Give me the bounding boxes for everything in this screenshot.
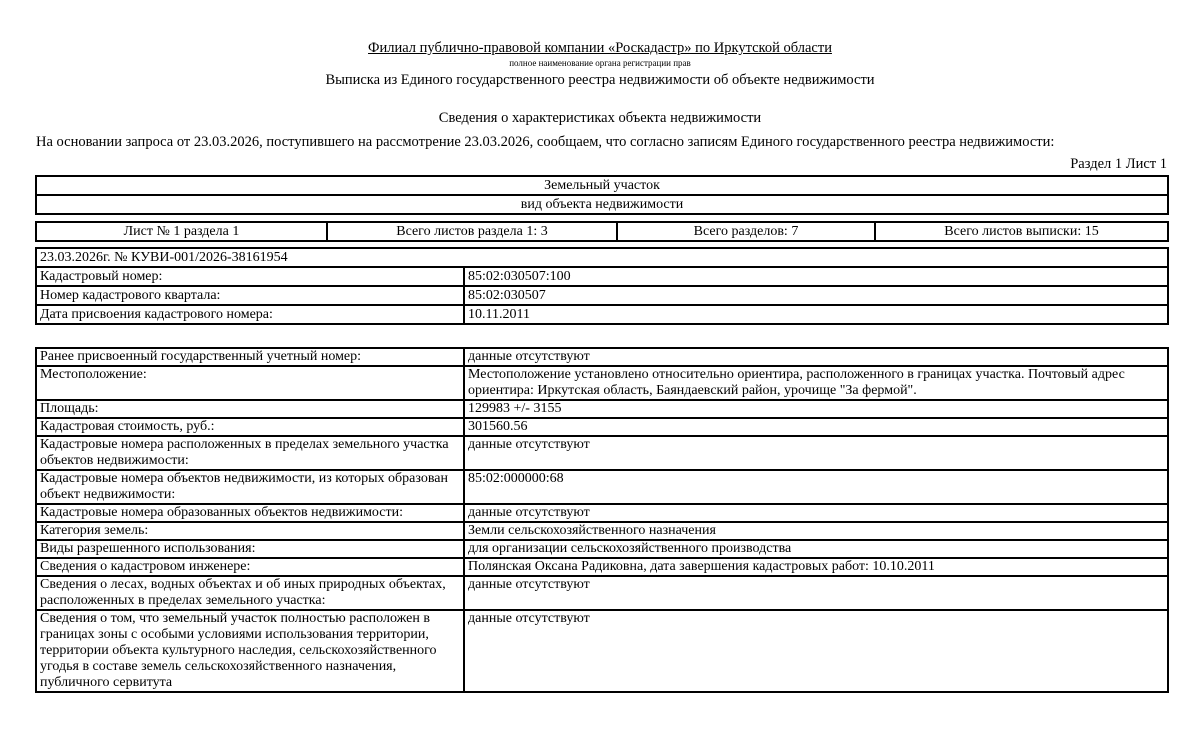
row-value: данные отсутствуют — [464, 504, 1168, 522]
row-value: Полянская Оксана Радиковна, дата завершения кадастровых работ: 10.10.2011 — [464, 558, 1168, 576]
sheet-number: Лист № 1 раздела 1 — [36, 222, 327, 241]
object-type: Земельный участок — [36, 176, 1168, 195]
row-label: Кадастровая стоимость, руб.: — [36, 418, 464, 436]
row-value: 85:02:030507 — [464, 286, 1168, 305]
section-sheet-label: Раздел 1 Лист 1 — [1070, 156, 1167, 172]
row-label: Площадь: — [36, 400, 464, 418]
basis-text: На основании запроса от 23.03.2026, поступившего на рассмотрение 23.03.2026, сообщаем, что согласно записям Единого государственного реестра недвижимости: — [36, 134, 1055, 150]
row-label: Кадастровые номера объектов недвижимости, из которых образован объект недвижимости: — [36, 470, 464, 504]
row-value: 301560.56 — [464, 418, 1168, 436]
row-label: Кадастровые номера образованных объектов недвижимости: — [36, 504, 464, 522]
row-label: Сведения о том, что земельный участок полностью расположен в границах зоны с особыми условиями использования территории, территории объекта культурного наследия, сельскохозяйственного угодья в составе земель сельскохозяйственного назначения, публичного сервитута — [36, 610, 464, 692]
table-row — [36, 470, 1168, 504]
row-label: Кадастровые номера расположенных в пределах земельного участка объектов недвижимости: — [36, 436, 464, 470]
row-label: Дата присвоения кадастрового номера: — [36, 305, 464, 324]
table-row — [36, 540, 1168, 558]
row-value: данные отсутствуют — [464, 610, 1168, 692]
row-label: Кадастровый номер: — [36, 267, 464, 286]
row-value: для организации сельскохозяйственного производства — [464, 540, 1168, 558]
row-value: данные отсутствуют — [464, 436, 1168, 470]
row-label: Сведения о лесах, водных объектах и об иных природных объектах, расположенных в пределах земельного участка: — [36, 576, 464, 610]
row-label: Местоположение: — [36, 366, 464, 400]
object-type-table — [35, 175, 1169, 215]
table-row — [36, 366, 1168, 400]
table-row — [36, 558, 1168, 576]
row-label: Ранее присвоенный государственный учетный номер: — [36, 348, 464, 366]
object-type-caption: вид объекта недвижимости — [36, 195, 1168, 214]
organization-name: Филиал публично-правовой компании «Роскадастр» по Иркутской области — [368, 40, 832, 56]
total-sheets-extract: Всего листов выписки: 15 — [875, 222, 1168, 241]
row-label: Сведения о кадастровом инженере: — [36, 558, 464, 576]
organization-caption: полное наименование органа регистрации прав — [509, 58, 691, 68]
table-row — [36, 418, 1168, 436]
details-table — [35, 347, 1169, 693]
table-row — [36, 348, 1168, 366]
row-value: Местоположение установлено относительно ориентира, расположенного в границах участка. Почтовый адрес ориентира: Иркутская область, Баяндаевский район, урочище "За фермой". — [464, 366, 1168, 400]
row-value: 129983 +/- 3155 — [464, 400, 1168, 418]
document-id: 23.03.2026г. № КУВИ-001/2026-38161954 — [36, 248, 1168, 267]
row-label: Виды разрешенного использования: — [36, 540, 464, 558]
table-row — [36, 400, 1168, 418]
row-value: 10.11.2011 — [464, 305, 1168, 324]
row-value: Земли сельскохозяйственного назначения — [464, 522, 1168, 540]
table-row — [36, 436, 1168, 470]
total-sections: Всего разделов: 7 — [617, 222, 875, 241]
main-info-table — [35, 247, 1169, 325]
row-value: 85:02:030507:100 — [464, 267, 1168, 286]
row-value: 85:02:000000:68 — [464, 470, 1168, 504]
row-label: Номер кадастрового квартала: — [36, 286, 464, 305]
table-row — [36, 576, 1168, 610]
table-row — [36, 522, 1168, 540]
total-sheets-section: Всего листов раздела 1: 3 — [327, 222, 617, 241]
row-label: Категория земель: — [36, 522, 464, 540]
row-value: данные отсутствуют — [464, 348, 1168, 366]
section-title: Сведения о характеристиках объекта недвижимости — [438, 110, 762, 126]
row-value: данные отсутствуют — [464, 576, 1168, 610]
sheets-table — [35, 221, 1169, 242]
table-row — [36, 267, 1168, 286]
table-row — [36, 610, 1168, 692]
table-row — [36, 305, 1168, 324]
table-row — [36, 504, 1168, 522]
document-title: Выписка из Единого государственного реестра недвижимости об объекте недвижимости — [325, 72, 875, 88]
table-row — [36, 286, 1168, 305]
